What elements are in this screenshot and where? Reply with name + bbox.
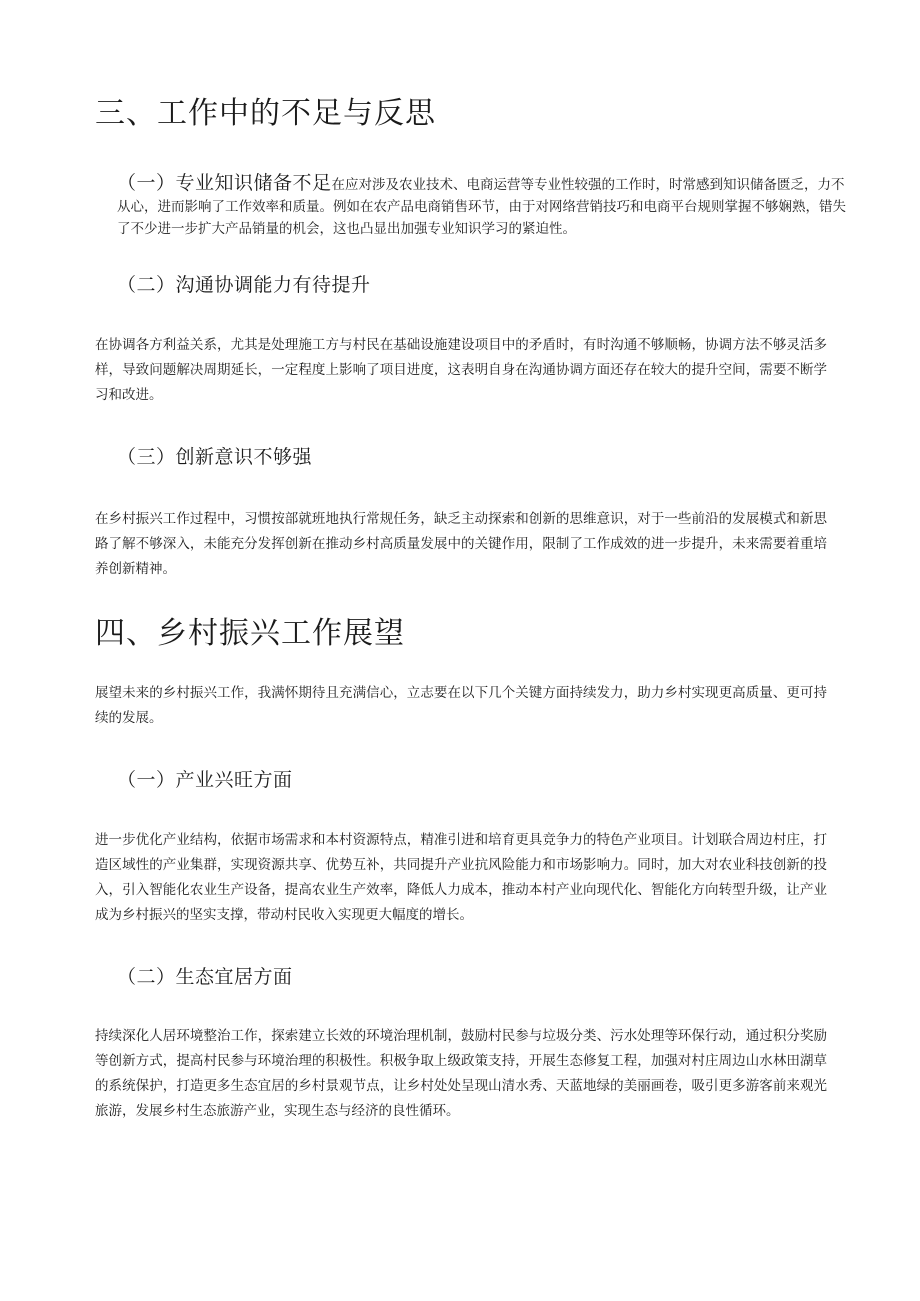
section-3-2-heading: （二）沟通协调能力有待提升 [117,274,371,296]
section-3-3-heading: （三）创新意识不够强 [117,446,313,468]
section-3-3-text: 在乡村振兴工作过程中，习惯按部就班地执行常规任务，缺乏主动探索和创新的思维意识，对于一些前沿的发展模式和新思路了解不够深入，未能充分发挥创新在推动乡村高质量发展中的关键作用，限制了工作成效的进一步提升，未来需要着重培养创新精神。 [95,511,827,577]
section-4-title: 四、乡村振兴工作展望 [95,616,405,651]
section-4-2-heading: （二）生态宜居方面 [117,966,293,988]
section-3-1-text: 在应对涉及农业技术、电商运营等专业性较强的工作时，时常感到知识储备匮乏，力不从心，进而影响了工作效率和质量。例如在农产品电商销售环节，由于对网络营销技巧和电商平台规则掌握不够娴熟，错失了不少进一步扩大产品销量的机会，这也凸显出加强专业知识学习的紧迫性。 [117,177,846,237]
section-3-1-paragraph [95,170,849,240]
section-3-2-text: 在协调各方利益关系，尤其是处理施工方与村民在基础设施建设项目中的矛盾时，有时沟通不够顺畅，协调方法不够灵活多样，导致问题解决周期延长，一定程度上影响了项目进度，这表明自身在沟通协调方面还存在较大的提升空间，需要不断学习和改进。 [95,337,827,403]
section-4-1-heading: （一）产业兴旺方面 [117,769,293,791]
section-4-intro: 展望未来的乡村振兴工作，我满怀期待且充满信心，立志要在以下几个关键方面持续发力，助力乡村实现更高质量、更可持续的发展。 [95,685,827,726]
section-4-2-text: 持续深化人居环境整治工作，探索建立长效的环境治理机制，鼓励村民参与垃圾分类、污水处理等环保行动，通过积分奖励等创新方式，提高村民参与环境治理的积极性。积极争取上级政策支持，开展生态修复工程，加强对村庄周边山水林田湖草的系统保护，打造更多生态宜居的乡村景观节点，让乡村处处呈现山清水秀、天蓝地绿的美丽画卷，吸引更多游客前来观光旅游，发展乡村生态旅游产业，实现生态与经济的良性循环。 [95,1028,827,1119]
section-4-1-text: 进一步优化产业结构，依据市场需求和本村资源特点，精准引进和培育更具竞争力的特色产业项目。计划联合周边村庄，打造区域性的产业集群，实现资源共享、优势互补，共同提升产业抗风险能力和市场影响力。同时，加大对农业科技创新的投入，引入智能化农业生产设备，提高农业生产效率，降低人力成本，推动本村产业向现代化、智能化方向转型升级，让产业成为乡村振兴的坚实支撑，带动村民收入实现更大幅度的增长。 [95,832,827,923]
section-3-title: 三、工作中的不足与反思 [95,96,436,131]
section-3-1-heading: （一）专业知识储备不足 [117,172,332,194]
